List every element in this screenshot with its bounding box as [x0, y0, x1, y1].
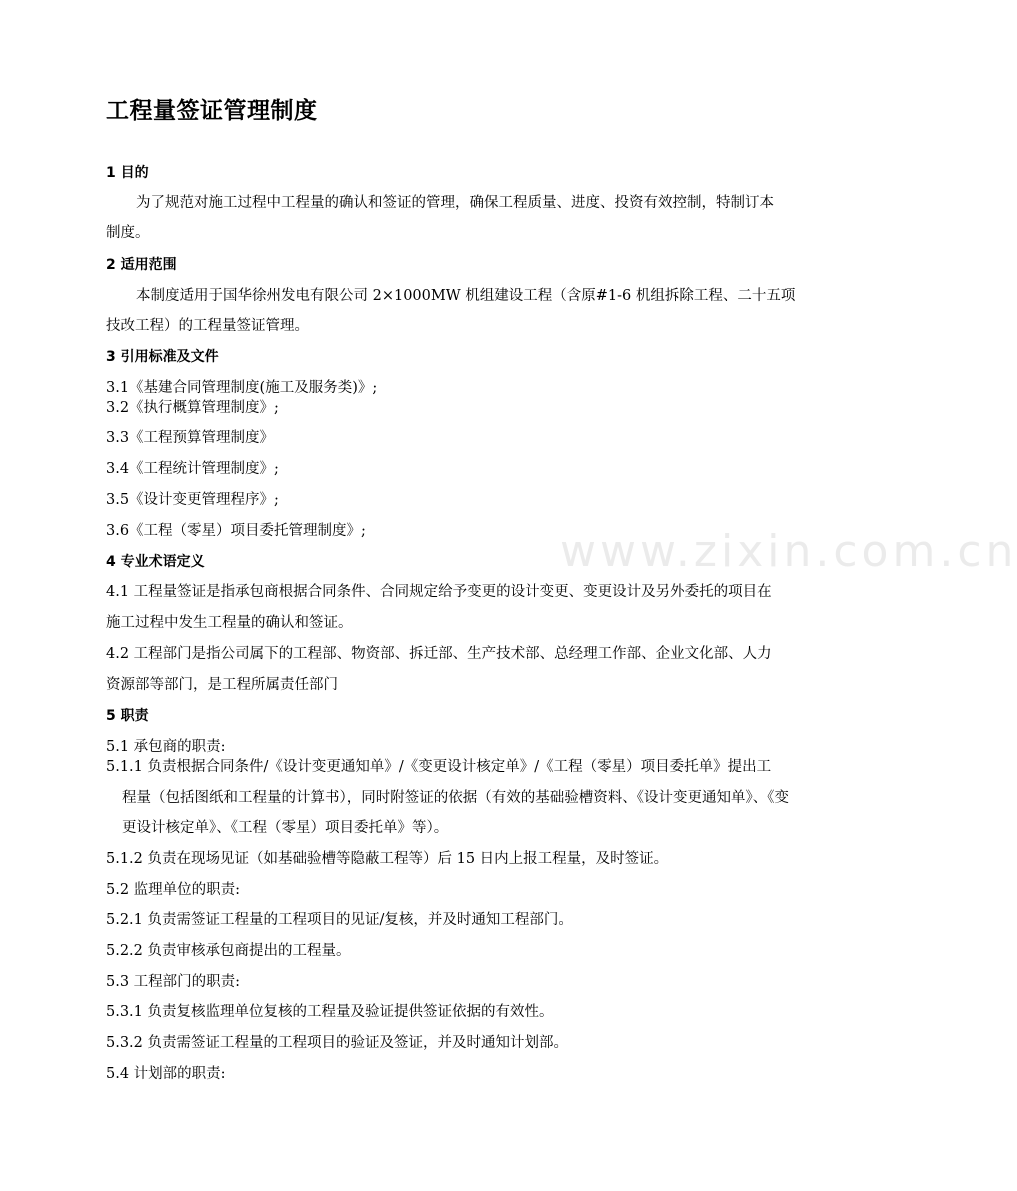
paragraph-line: 本制度适用于国华徐州发电有限公司 2×1000MW 机组建设工程（含原#1-6 机组拆除工程、二十五项: [136, 288, 796, 304]
paragraph-line: 5.1.2 负责在现场见证（如基础验槽等隐蔽工程等）后 15 日内上报工程量，及时签证。: [106, 851, 669, 867]
paragraph-line: 为了规范对施工过程中工程量的确认和签证的管理，确保工程质量、进度、投资有效控制，特制订本: [136, 195, 774, 211]
section-heading-definitions: 4 专业术语定义: [106, 554, 205, 570]
paragraph-line: 程量（包括图纸和工程量的计算书），同时附签证的依据（有效的基础验槽资料、《设计变更通知单》、《变: [122, 790, 789, 806]
document-title: 工程量签证管理制度: [106, 98, 318, 124]
reference-item: 3.4《工程统计管理制度》;: [106, 461, 279, 477]
paragraph-line: 4.2 工程部门是指公司属下的工程部、物资部、拆迁部、生产技术部、总经理工作部、企业文化部、人力: [106, 646, 772, 662]
reference-item: 3.3《工程预算管理制度》: [106, 430, 275, 446]
paragraph-line: 5.1.1 负责根据合同条件/《设计变更通知单》/《变更设计核定单》/《工程（零星）项目委托单》提出工: [106, 759, 772, 775]
reference-item: 3.1《基建合同管理制度(施工及服务类)》;: [106, 380, 378, 396]
paragraph-line: 资源部等部门，是工程所属责任部门: [106, 677, 338, 693]
section-heading-duties: 5 职责: [106, 708, 149, 724]
paragraph-line: 5.3 工程部门的职责:: [106, 974, 241, 990]
reference-item: 3.6《工程（零星）项目委托管理制度》;: [106, 523, 366, 539]
paragraph-line: 5.2.2 负责审核承包商提出的工程量。: [106, 943, 351, 959]
watermark: www.zixin.com.cn: [560, 526, 1017, 577]
section-heading-references: 3 引用标准及文件: [106, 349, 219, 365]
paragraph-line: 更设计核定单》、《工程（零星）项目委托单》等）。: [122, 820, 449, 836]
section-heading-scope: 2 适用范围: [106, 257, 177, 273]
paragraph-line: 施工过程中发生工程量的确认和签证。: [106, 615, 353, 631]
paragraph-line: 5.2 监理单位的职责:: [106, 882, 241, 898]
paragraph-line: 4.1 工程量签证是指承包商根据合同条件、合同规定给予变更的设计变更、变更设计及另外委托的项目在: [106, 584, 772, 600]
paragraph-line: 技改工程）的工程量签证管理。: [106, 318, 309, 334]
paragraph-line: 5.1 承包商的职责:: [106, 739, 226, 755]
reference-item: 3.2《执行概算管理制度》;: [106, 400, 279, 416]
paragraph-line: 5.3.2 负责需签证工程量的工程项目的验证及签证，并及时通知计划部。: [106, 1035, 569, 1051]
paragraph-line: 5.4 计划部的职责:: [106, 1066, 226, 1082]
paragraph-line: 5.3.1 负责复核监理单位复核的工程量及验证提供签证依据的有效性。: [106, 1004, 554, 1020]
reference-item: 3.5《设计变更管理程序》;: [106, 492, 279, 508]
paragraph-line: 制度。: [106, 225, 150, 241]
section-heading-purpose: 1 目的: [106, 165, 149, 181]
paragraph-line: 5.2.1 负责需签证工程量的工程项目的见证/复核，并及时通知工程部门。: [106, 912, 573, 928]
